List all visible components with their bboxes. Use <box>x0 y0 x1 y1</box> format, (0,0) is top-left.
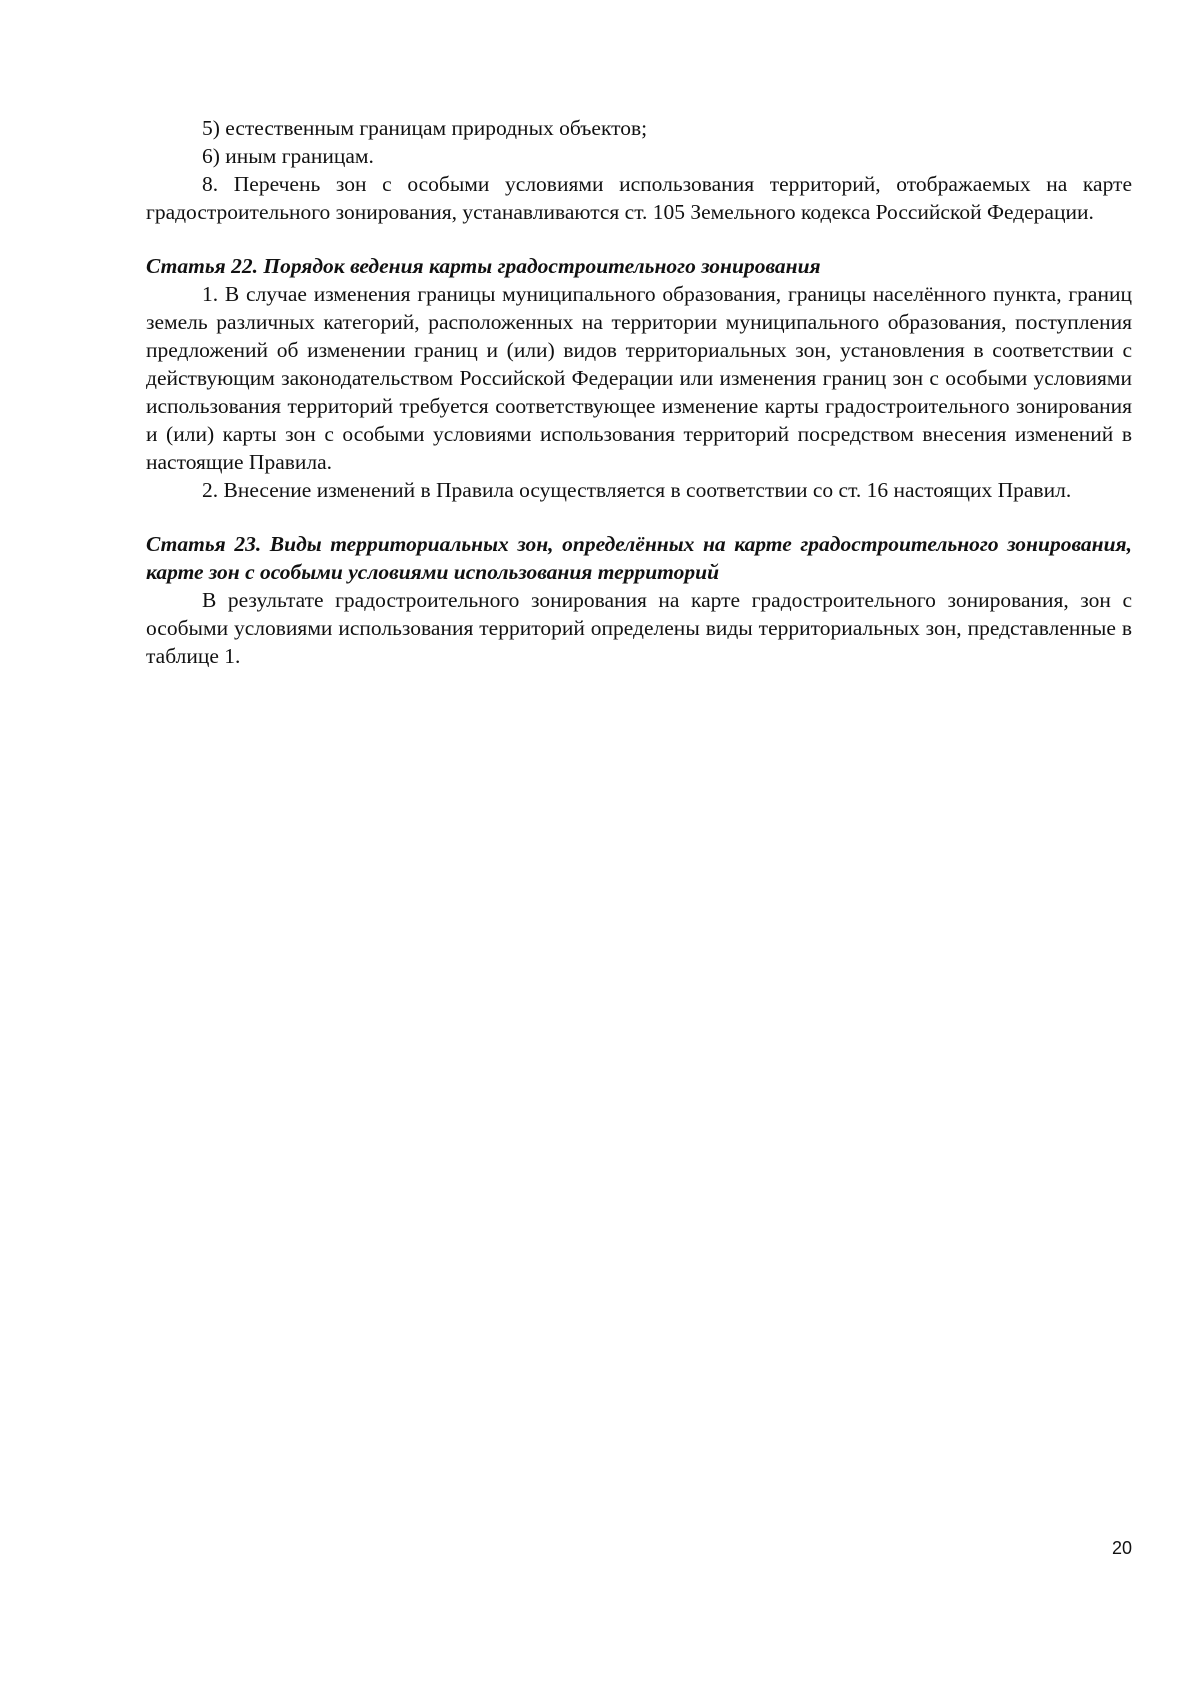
article-22-paragraph-2: 2. Внесение изменений в Правила осуществляется в соответствии со ст. 16 настоящих Правил. <box>202 478 1072 502</box>
paragraph-8: 8. Перечень зон с особыми условиями использования территорий, отображаемых на карте градостроительного зонирования, устанавливаются ст. 105 Земельного кодекса Российской Федерации. <box>146 172 1132 224</box>
page-number: 20 <box>1112 1538 1133 1558</box>
list-item-6: 6) иным границам. <box>202 144 374 168</box>
section-spacer <box>146 226 1132 252</box>
section-spacer <box>146 504 1132 530</box>
article-22-heading: Статья 22. Порядок ведения карты градостроительного зонирования <box>146 254 821 278</box>
article-23-paragraph-1: В результате градостроительного зонирования на карте градостроительного зонирования, зон с особыми условиями использования территорий определены виды территориальных зон, представленные в таблице 1. <box>146 588 1132 668</box>
list-item-5: 5) естественным границам природных объектов; <box>202 116 648 140</box>
article-22-paragraph-1: 1. В случае изменения границы муниципального образования, границы населённого пункта, границ земель различных категорий, расположенных на территории муниципального образования, поступления предложений об изменении границ и (или) видов территориальных зон, установления в соответствии с действующим законодательством Российской Федерации или изменения границ зон с особыми условиями использования территорий требуется соответствующее изменение карты градостроительного зонирования и (или) карты зон с особыми условиями использования территорий посредством внесения изменений в настоящие Правила. <box>146 282 1132 474</box>
page-content <box>146 114 1132 670</box>
article-23-heading: Статья 23. Виды территориальных зон, определённых на карте градостроительного зонирования, карте зон с особыми условиями использования территорий <box>146 532 1132 584</box>
